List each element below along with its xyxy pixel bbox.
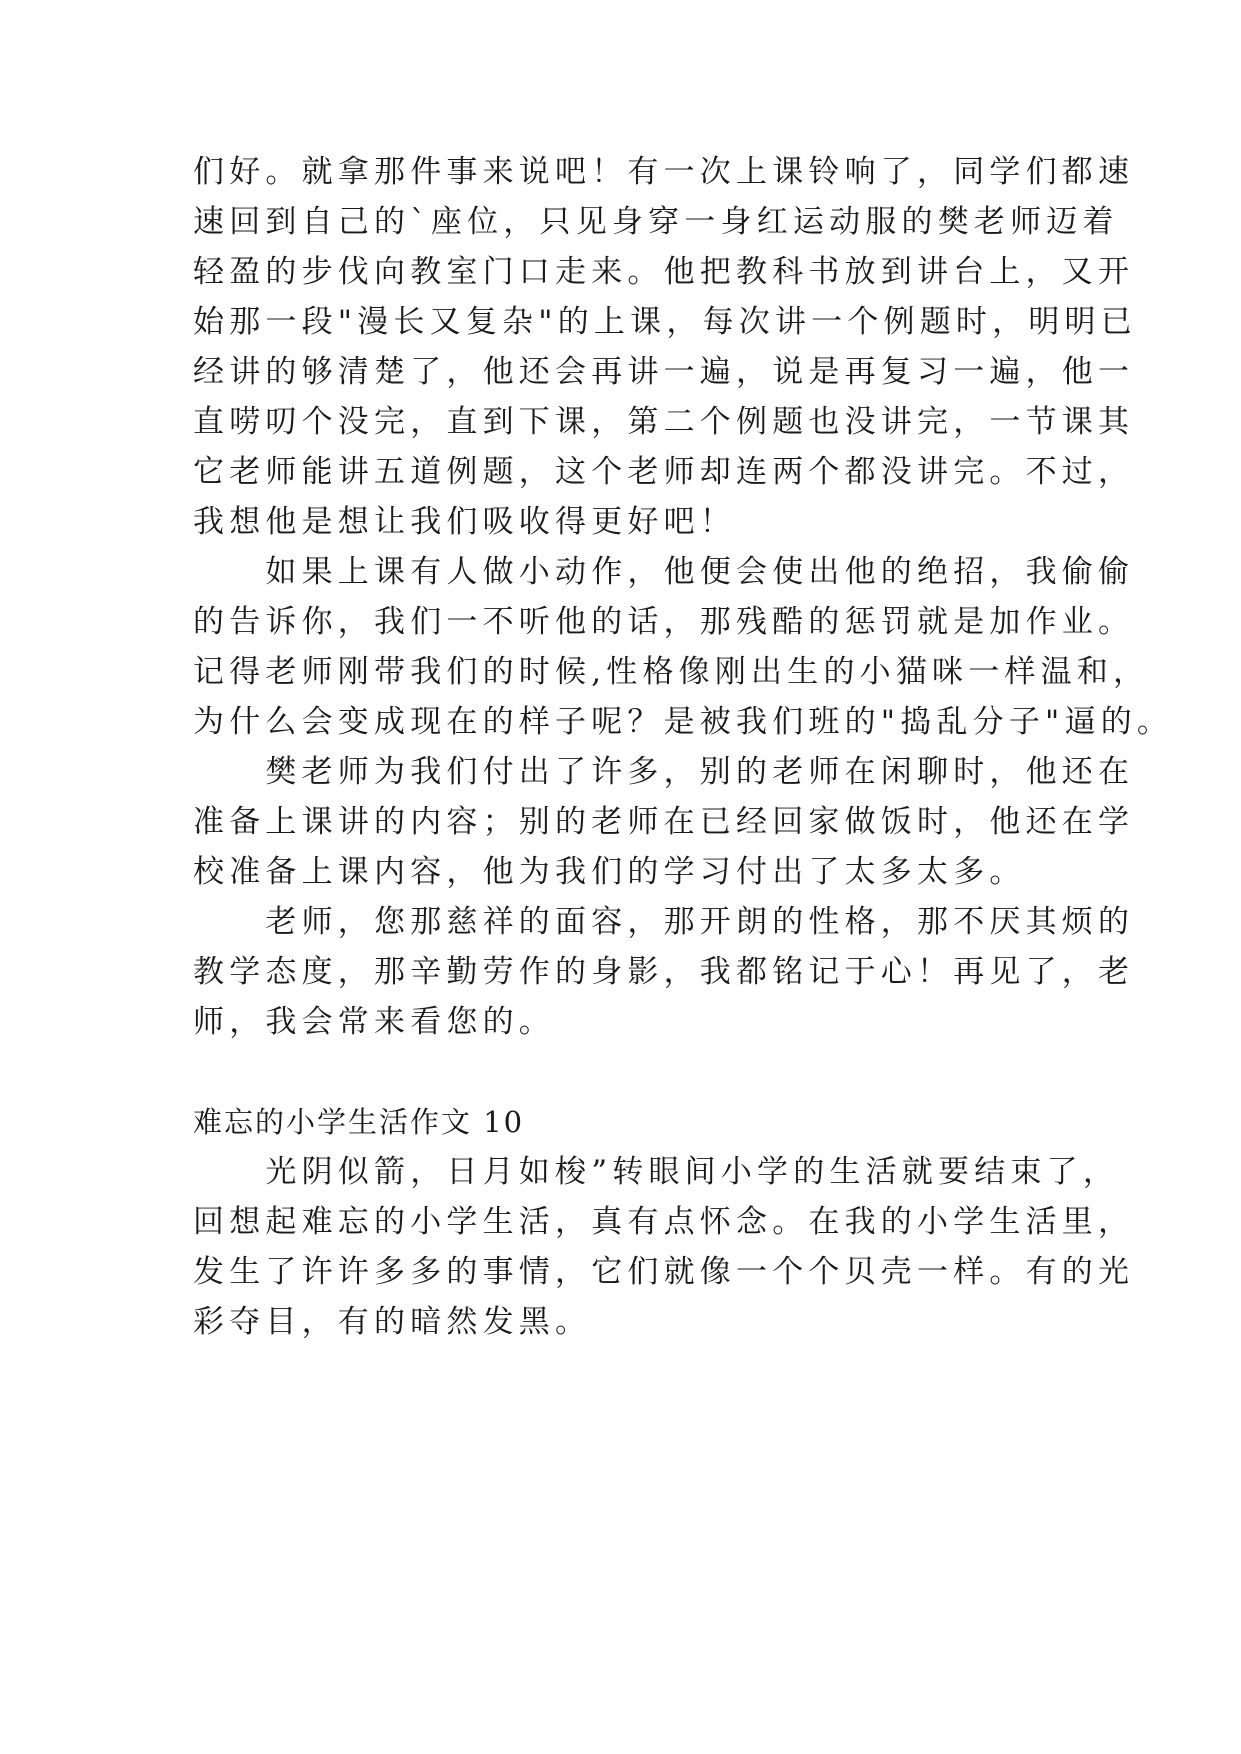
text-line: 师，我会常来看您的。 [193, 1004, 555, 1040]
paragraph-first-line: 樊老师为我们付出了许多，别的老师在闲聊时，他还在 [193, 754, 1135, 790]
text-line: 轻盈的步伐向教室门口走来。他把教科书放到讲台上，又开 [193, 254, 1135, 290]
paragraph-first-line: 光阴似箭，日月如梭”转眼间小学的生活就要结束了， [193, 1154, 1120, 1190]
paragraph-first-line: 如果上课有人做小动作，他便会使出他的绝招，我偷偷 [193, 554, 1135, 590]
text-line: 的告诉你，我们一不听他的话，那残酷的惩罚就是加作业。 [193, 604, 1135, 640]
section-heading: 难忘的小学生活作文 10 [193, 1105, 525, 1139]
text-line: 我想他是想让我们吸收得更好吧！ [193, 504, 736, 540]
text-line: 回想起难忘的小学生活，真有点怀念。在我的小学生活里， [193, 1204, 1135, 1240]
text-line: 记得老师刚带我们的时候,性格像刚出生的小猫咪一样温和， [193, 654, 1150, 690]
text-line: 彩夺目，有的暗然发黑。 [193, 1304, 592, 1340]
text-line: 教学态度，那辛勤劳作的身影，我都铭记于心！再见了，老 [193, 954, 1135, 990]
text-line: 为什么会变成现在的样子呢？是被我们班的"捣乱分子"逼的。 [193, 704, 1174, 740]
text-line: 直唠叨个没完，直到下课，第二个例题也没讲完，一节课其 [193, 404, 1135, 440]
text-line: 速回到自己的`座位，只见身穿一身红运动服的樊老师迈着 [193, 204, 1119, 240]
text-line: 它老师能讲五道例题，这个老师却连两个都没讲完。不过， [193, 454, 1135, 490]
text-line: 始那一段"漫长又复杂"的上课，每次讲一个例题时，明明已 [193, 304, 1137, 340]
text-line: 准备上课讲的内容；别的老师在已经回家做饭时，他还在学 [193, 804, 1135, 840]
paragraph-first-line: 老师，您那慈祥的面容，那开朗的性格，那不厌其烦的 [193, 904, 1135, 940]
text-line: 发生了许许多多的事情，它们就像一个个贝壳一样。有的光 [193, 1254, 1135, 1290]
text-line: 经讲的够清楚了，他还会再讲一遍，说是再复习一遍，他一 [193, 354, 1135, 390]
text-line: 们好。就拿那件事来说吧！有一次上课铃响了，同学们都速 [193, 154, 1135, 190]
text-line: 校准备上课内容，他为我们的学习付出了太多太多。 [193, 854, 1026, 890]
